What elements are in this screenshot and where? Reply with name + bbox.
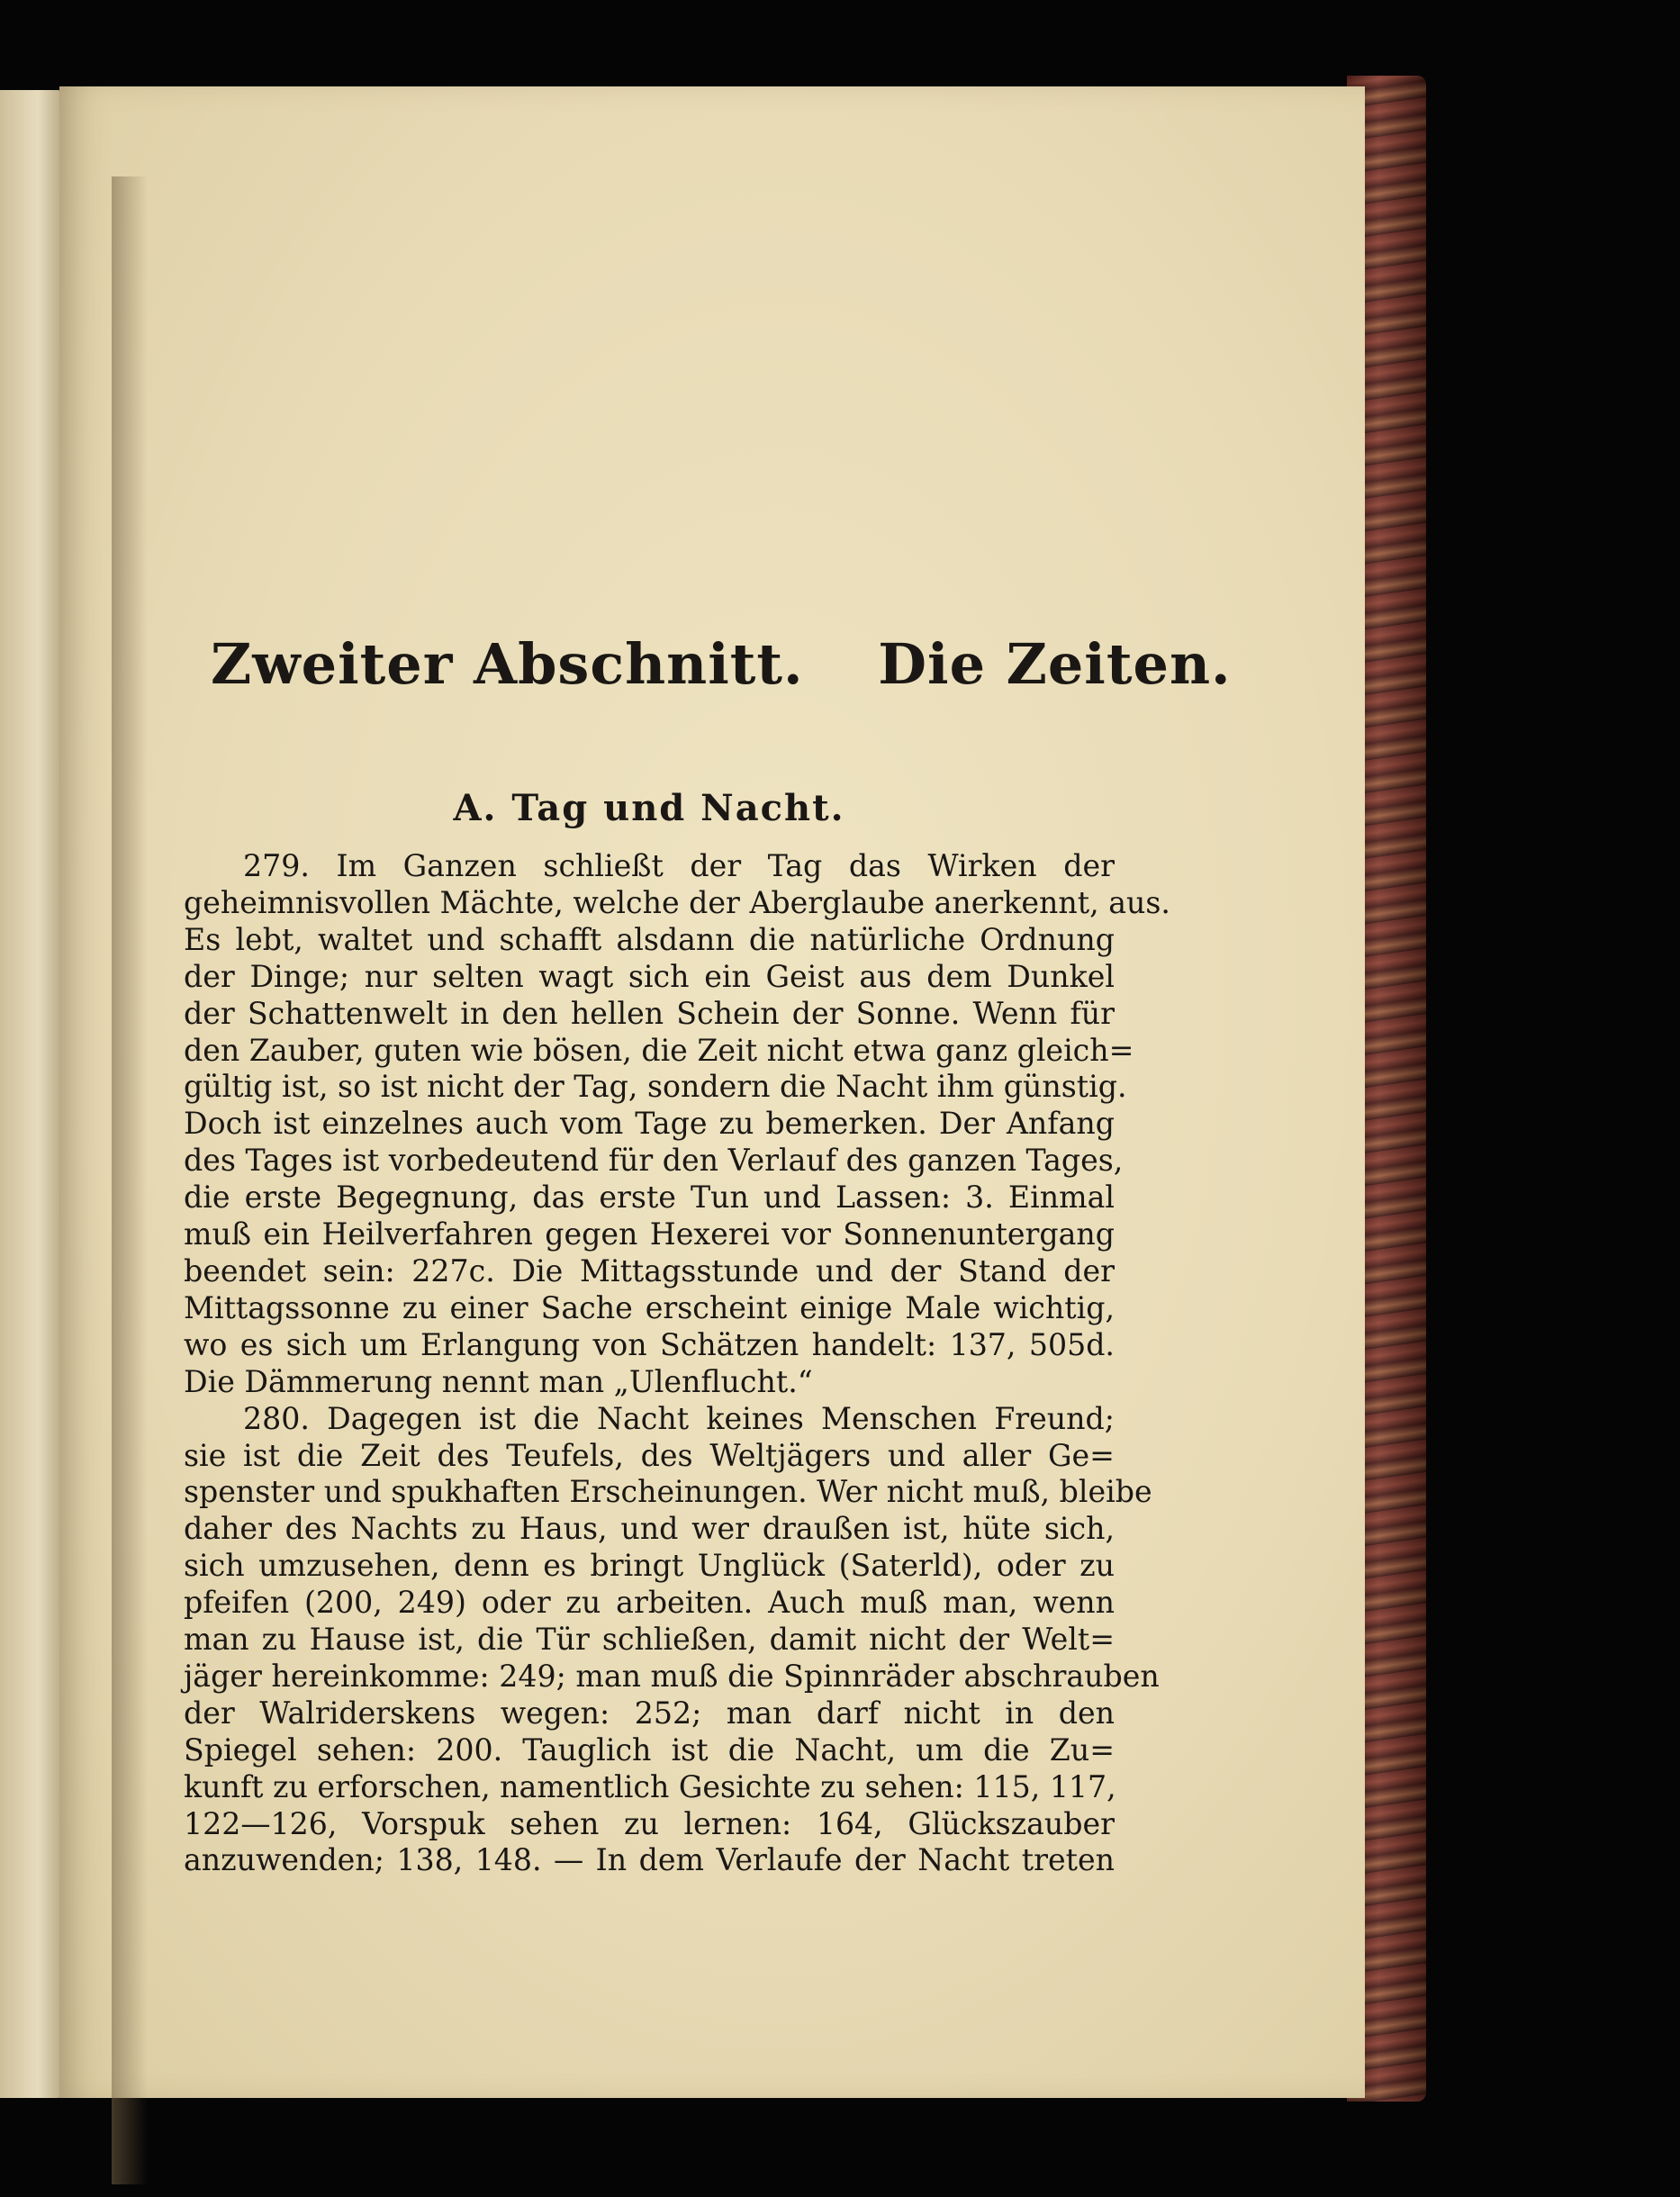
text-line: den Zauber, guten wie bösen, die Zeit nicht etwa ganz gleich= bbox=[184, 1032, 1134, 1068]
section-title: A. Tag und Nacht. bbox=[453, 787, 845, 829]
text-line: der Walriderskens wegen: 252; man darf nicht in den bbox=[184, 1695, 1115, 1731]
chapter-title-part2: Die Zeiten. bbox=[878, 631, 1232, 697]
text-line: beendet sein: 227c. Die Mittagsstunde und der Stand der bbox=[184, 1252, 1115, 1288]
text-line: Es lebt, waltet und schafft alsdann die natürliche Ordnung bbox=[184, 921, 1115, 957]
text-line: Doch ist einzelnes auch vom Tage zu bemerken. Der Anfang bbox=[184, 1106, 1115, 1142]
text-line: 280. Dagegen ist die Nacht keines Menschen Freund; bbox=[243, 1400, 1115, 1436]
text-line: daher des Nachts zu Haus, und wer draußen ist, hüte sich, bbox=[184, 1511, 1115, 1547]
text-line: Spiegel sehen: 200. Tauglich ist die Nacht, um die Zu= bbox=[184, 1731, 1115, 1768]
chapter-title-part1: Zweiter Abschnitt. bbox=[211, 631, 804, 697]
chapter-title bbox=[184, 630, 1232, 699]
text-line: gültig ist, so ist nicht der Tag, sondern die Nacht ihm günstig. bbox=[184, 1069, 1127, 1105]
text-line: des Tages ist vorbedeutend für den Verlauf des ganzen Tages, bbox=[184, 1143, 1124, 1179]
text-line: der Dinge; nur selten wagt sich ein Geist aus dem Dunkel bbox=[184, 958, 1115, 994]
text-line: 279. Im Ganzen schließt der Tag das Wirken der bbox=[243, 848, 1115, 883]
text-line: spenster und spukhaften Erscheinungen. Wer nicht muß, bleibe bbox=[184, 1474, 1152, 1510]
page-content bbox=[184, 630, 1232, 1879]
text-line: jäger hereinkomme: 249; man muß die Spinnräder abschrauben bbox=[184, 1658, 1160, 1694]
text-line: der Schattenwelt in den hellen Schein der Sonne. Wenn für bbox=[184, 995, 1115, 1031]
text-line: man zu Hause ist, die Tür schließen, damit nicht der Welt= bbox=[184, 1622, 1115, 1658]
paragraph-279 bbox=[184, 848, 1170, 1401]
text-line: geheimnisvollen Mächte, welche der Aberglaube anerkennt, aus. bbox=[184, 884, 1170, 920]
text-line: Die Dämmerung nennt man „Ulenflucht.“ bbox=[184, 1363, 813, 1399]
text-line: sich umzusehen, denn es bringt Unglück (Saterld), oder zu bbox=[184, 1548, 1115, 1584]
text-line: Mittagssonne zu einer Sache erscheint einige Male wichtig, bbox=[184, 1289, 1115, 1325]
text-line: sie ist die Zeit des Teufels, des Weltjägers und aller Ge= bbox=[184, 1437, 1115, 1473]
text-line: muß ein Heilverfahren gegen Hexerei vor Sonnenuntergang bbox=[184, 1216, 1115, 1252]
previous-page-edge bbox=[0, 90, 63, 2098]
text-line: anzuwenden; 138, 148. — In dem Verlaufe der Nacht treten bbox=[184, 1842, 1115, 1878]
text-line: wo es sich um Erlangung von Schätzen handelt: 137, 505d. bbox=[184, 1326, 1115, 1362]
paragraph-280 bbox=[184, 1400, 1160, 1880]
text-line: 122—126, Vorspuk sehen zu lernen: 164, Glückszauber bbox=[184, 1805, 1115, 1841]
text-line: kunft zu erforschen, namentlich Gesichte zu sehen: 115, 117, bbox=[184, 1768, 1116, 1804]
page-gutter-shadow bbox=[112, 176, 148, 2184]
text-line: pfeifen (200, 249) oder zu arbeiten. Auch muß man, wenn bbox=[184, 1585, 1115, 1621]
text-line: die erste Begegnung, das erste Tun und Lassen: 3. Einmal bbox=[184, 1180, 1115, 1216]
